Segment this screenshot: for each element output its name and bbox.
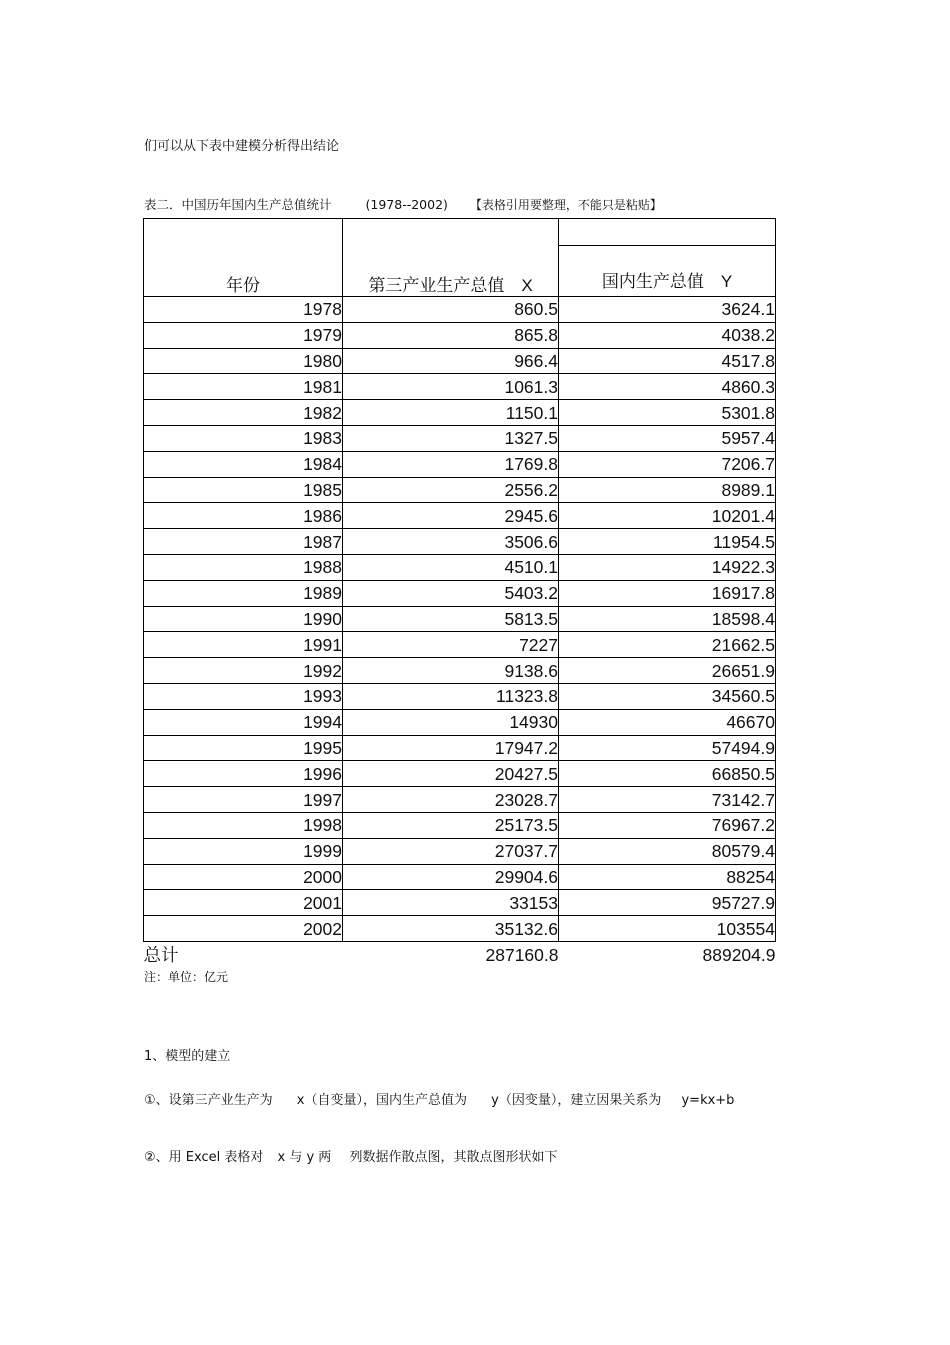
step-two-part-a: ②、用 Excel 表格对	[144, 1150, 264, 1165]
cell-gdp: 95727.9	[559, 890, 776, 916]
table-row	[144, 709, 776, 735]
table-row	[144, 477, 776, 503]
cell-gdp: 18598.4	[559, 606, 776, 632]
cell-tertiary: 5813.5	[343, 606, 559, 632]
cell-gdp: 73142.7	[559, 787, 776, 813]
cell-year: 1985	[144, 477, 343, 503]
table-row	[144, 761, 776, 787]
table-caption	[144, 195, 662, 213]
caption-title: 表二．中国历年国内生产总值统计	[144, 197, 332, 212]
cell-tertiary: 25173.5	[343, 812, 559, 838]
total-label: 总计	[143, 944, 179, 965]
header-blank-cell	[559, 219, 775, 246]
cell-tertiary: 33153	[343, 890, 559, 916]
cell-year: 1993	[144, 683, 343, 709]
intro-text: 们可以从下表中建模分析得出结论	[144, 139, 340, 154]
cell-tertiary: 1061.3	[343, 374, 559, 400]
cell-gdp: 88254	[559, 864, 776, 890]
total-row	[144, 941, 776, 968]
cell-tertiary: 23028.7	[343, 787, 559, 813]
cell-year: 1981	[144, 374, 343, 400]
table-row	[144, 348, 776, 374]
cell-tertiary: 17947.2	[343, 735, 559, 761]
cell-tertiary: 1327.5	[343, 425, 559, 451]
table-row	[144, 503, 776, 529]
cell-year: 2001	[144, 890, 343, 916]
cell-gdp: 3624.1	[559, 297, 776, 323]
step-one-text	[144, 1089, 734, 1108]
cell-year: 1980	[144, 348, 343, 374]
cell-year: 1979	[144, 322, 343, 348]
step-one-part-b: x（自变量），国内生产总值为	[296, 1093, 467, 1108]
cell-gdp: 5957.4	[559, 425, 776, 451]
cell-gdp: 10201.4	[559, 503, 776, 529]
cell-year: 1978	[144, 297, 343, 323]
cell-year: 1999	[144, 838, 343, 864]
cell-tertiary: 9138.6	[343, 658, 559, 684]
cell-gdp: 4038.2	[559, 322, 776, 348]
cell-gdp: 4517.8	[559, 348, 776, 374]
cell-gdp: 16917.8	[559, 580, 776, 606]
gdp-table	[143, 218, 776, 968]
table-row	[144, 374, 776, 400]
table-row	[144, 683, 776, 709]
cell-tertiary: 14930	[343, 709, 559, 735]
cell-gdp: 26651.9	[559, 658, 776, 684]
total-tertiary: 287160.8	[485, 944, 559, 965]
cell-gdp: 14922.3	[559, 554, 776, 580]
table-body	[144, 297, 776, 942]
table-row	[144, 322, 776, 348]
section-heading: 1、模型的建立	[144, 1049, 231, 1064]
step-one-part-a: ①、设第三产业生产为	[144, 1093, 273, 1108]
cell-tertiary: 4510.1	[343, 554, 559, 580]
cell-tertiary: 20427.5	[343, 761, 559, 787]
cell-tertiary: 35132.6	[343, 916, 559, 942]
table-row	[144, 658, 776, 684]
cell-year: 2002	[144, 916, 343, 942]
cell-tertiary: 966.4	[343, 348, 559, 374]
table-row	[144, 297, 776, 323]
cell-gdp: 8989.1	[559, 477, 776, 503]
table-row	[144, 812, 776, 838]
cell-gdp: 103554	[559, 916, 776, 942]
cell-tertiary: 1150.1	[343, 400, 559, 426]
cell-tertiary: 3506.6	[343, 529, 559, 555]
cell-year: 1986	[144, 503, 343, 529]
cell-tertiary: 2556.2	[343, 477, 559, 503]
table-row	[144, 787, 776, 813]
cell-year: 1995	[144, 735, 343, 761]
header-year: 年份	[144, 219, 343, 297]
cell-gdp: 34560.5	[559, 683, 776, 709]
caption-note: 【表格引用要整理，不能只是粘贴】	[469, 198, 662, 212]
step-two-part-c: 列数据作散点图，其散点图形状如下	[349, 1150, 558, 1165]
table-row	[144, 425, 776, 451]
cell-year: 1990	[144, 606, 343, 632]
table-row	[144, 451, 776, 477]
cell-gdp: 46670	[559, 709, 776, 735]
unit-note: 注：单位：亿元	[144, 970, 229, 984]
cell-gdp: 11954.5	[559, 529, 776, 555]
cell-tertiary: 27037.7	[343, 838, 559, 864]
table-row	[144, 606, 776, 632]
cell-gdp: 7206.7	[559, 451, 776, 477]
cell-year: 1989	[144, 580, 343, 606]
cell-year: 1994	[144, 709, 343, 735]
cell-year: 1991	[144, 632, 343, 658]
step-two-text	[144, 1146, 557, 1165]
header-tertiary: 第三产业生产总值 X	[343, 219, 559, 297]
cell-year: 1992	[144, 658, 343, 684]
cell-year: 1984	[144, 451, 343, 477]
caption-range: (1978--2002)	[365, 197, 448, 212]
header-gdp-cell	[559, 219, 776, 297]
table-row	[144, 554, 776, 580]
cell-tertiary: 865.8	[343, 322, 559, 348]
step-one-part-c: y（因变量），建立因果关系为	[491, 1093, 662, 1108]
cell-gdp: 5301.8	[559, 400, 776, 426]
table-row	[144, 529, 776, 555]
table-row	[144, 735, 776, 761]
cell-tertiary: 11323.8	[343, 683, 559, 709]
table-row	[144, 400, 776, 426]
cell-year: 1982	[144, 400, 343, 426]
cell-tertiary: 860.5	[343, 297, 559, 323]
table-row	[144, 864, 776, 890]
cell-year: 1988	[144, 554, 343, 580]
cell-gdp: 80579.4	[559, 838, 776, 864]
table-row	[144, 580, 776, 606]
cell-gdp: 21662.5	[559, 632, 776, 658]
cell-gdp: 76967.2	[559, 812, 776, 838]
cell-year: 1987	[144, 529, 343, 555]
cell-gdp: 57494.9	[559, 735, 776, 761]
header-gdp: 国内生产总值 Y	[601, 272, 733, 291]
cell-tertiary: 2945.6	[343, 503, 559, 529]
table-row	[144, 838, 776, 864]
table-row	[144, 632, 776, 658]
cell-year: 2000	[144, 864, 343, 890]
cell-year: 1983	[144, 425, 343, 451]
step-two-part-b: x 与 y 两	[277, 1150, 332, 1165]
step-one-formula: y=kx+b	[681, 1093, 735, 1108]
cell-year: 1998	[144, 812, 343, 838]
total-gdp: 889204.9	[702, 944, 776, 965]
table-row	[144, 916, 776, 942]
cell-year: 1996	[144, 761, 343, 787]
cell-gdp: 4860.3	[559, 374, 776, 400]
cell-tertiary: 29904.6	[343, 864, 559, 890]
cell-tertiary: 7227	[343, 632, 559, 658]
cell-gdp: 66850.5	[559, 761, 776, 787]
table-row	[144, 890, 776, 916]
cell-year: 1997	[144, 787, 343, 813]
cell-tertiary: 5403.2	[343, 580, 559, 606]
cell-tertiary: 1769.8	[343, 451, 559, 477]
